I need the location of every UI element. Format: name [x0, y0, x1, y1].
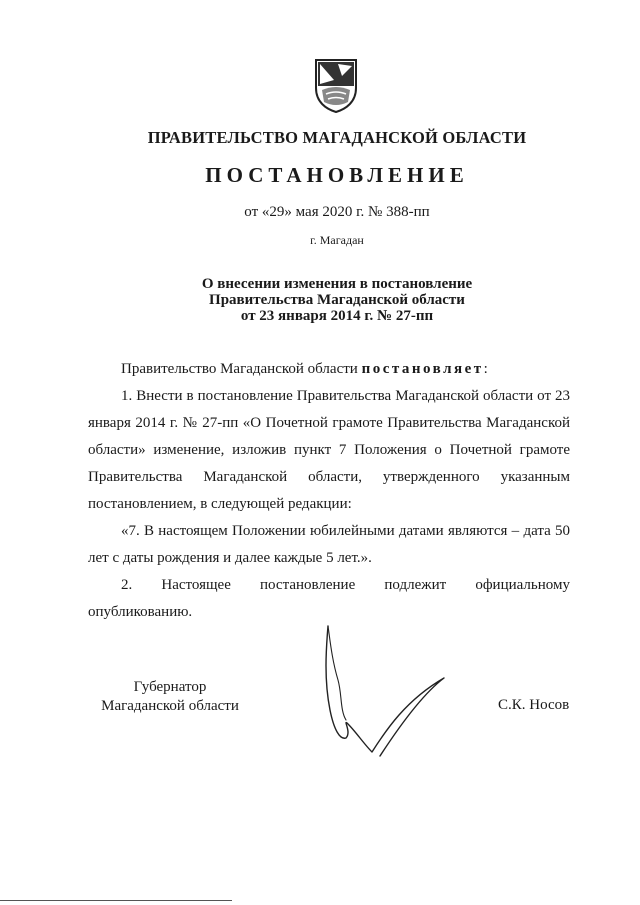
organization-name: ПРАВИТЕЛЬСТВО МАГАДАНСКОЙ ОБЛАСТИ [147, 128, 527, 147]
footer-divider [0, 900, 232, 901]
subject-line: от 23 января 2014 г. № 27-пп [240, 308, 434, 324]
document-type: ПОСТАНОВЛЕНИЕ [205, 163, 469, 187]
decree-verb: постановляет [361, 361, 484, 377]
subject-line: О внесении изменения в постановление [201, 276, 473, 292]
paragraph-1: 1. Внести в постановление Правительства Магаданской области от 23 января 2014 г. № 27-пп «О Почетной грамоте Правительства Магаданской области» изменение, изложив пункт 7 Положения о Почетной грамоте Правительства Магаданской области, утвержденного указанным постановлением, в следующей редакции: [88, 388, 570, 512]
paragraph-2: 2. Настоящее постановление подлежит официальному [121, 577, 570, 593]
signatory-name: С.К. Носов [498, 697, 570, 713]
intro-paragraph: Правительство Магаданской области постановляет: [121, 361, 488, 377]
document-date-number: от «29» мая 2020 г. № 388-пп [244, 204, 430, 220]
document-subject [0, 276, 640, 324]
paragraph-2-continued: опубликованию. [88, 604, 193, 620]
handwritten-signature [316, 620, 456, 765]
coat-of-arms-icon [312, 58, 360, 114]
document-city: г. Магадан [310, 233, 364, 247]
subject-line: Правительства Магаданской области [209, 292, 465, 308]
paragraph-quote: «7. В настоящем Положении юбилейными датами являются – дата 50 лет с даты рождения и далее каждые 5 лет.». [88, 523, 570, 566]
signatory-title: Губернатор Магаданской области [101, 679, 239, 714]
document-body [88, 356, 570, 626]
